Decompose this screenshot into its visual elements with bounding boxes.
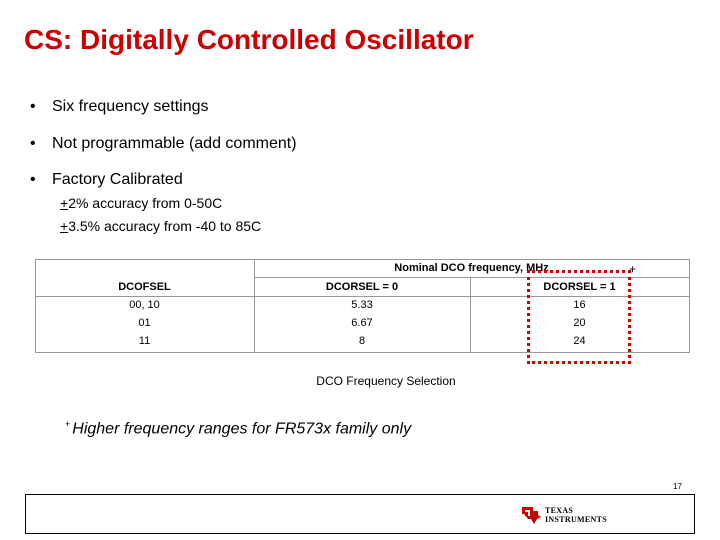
table-cell: 16 — [573, 299, 586, 311]
page-number: 17 — [673, 482, 682, 491]
bullet-dot: • — [30, 135, 36, 152]
table-column-header: DCOFSEL — [118, 281, 171, 293]
plus-minus-sign: + — [60, 218, 69, 234]
table-column-header: DCORSEL = 0 — [325, 281, 399, 293]
bullet-dot: • — [30, 98, 36, 115]
table-rule — [35, 259, 690, 260]
plus-minus-sign: + — [60, 195, 69, 211]
logo-line: TEXAS — [545, 506, 574, 515]
slide-title: CS: Digitally Controlled Oscillator — [24, 24, 474, 55]
sub-bullet-text: 2% accuracy from 0-50C — [68, 195, 223, 211]
footnote-mark: + — [65, 419, 71, 429]
table-cell: 8 — [358, 335, 366, 347]
bullet-text: Six frequency settings — [52, 98, 209, 115]
footnote-text: Higher frequency ranges for FR573x family only — [72, 420, 412, 438]
logo-line: INSTRUMENTS — [545, 515, 607, 524]
sub-bullet — [60, 218, 261, 234]
highlight-plus-mark: + — [629, 262, 637, 276]
table-cell: 00, 10 — [129, 299, 160, 311]
table-cell: 11 — [138, 335, 151, 347]
table-cell: 24 — [573, 335, 586, 347]
table-column-header: DCORSEL = 1 — [543, 281, 616, 293]
table-cell: 20 — [573, 317, 586, 329]
highlight-box — [527, 270, 631, 364]
bullet-item — [30, 135, 297, 153]
bullet-dot: • — [30, 171, 36, 188]
table-group-header: Nominal DCO frequency, MHz — [394, 262, 549, 274]
logo-wordmark — [545, 506, 607, 524]
footnote — [65, 419, 411, 438]
texas-instruments-logo — [520, 505, 607, 525]
sub-bullet — [60, 195, 222, 211]
bullet-item — [30, 171, 183, 189]
texas-instruments-logo-icon — [520, 505, 542, 525]
table-caption: DCO Frequency Selection — [316, 374, 456, 388]
sub-bullet-text: 3.5% accuracy from -40 to 85C — [68, 218, 262, 234]
bullet-text: Not programmable (add comment) — [52, 135, 297, 152]
bullet-item — [30, 98, 209, 116]
table-rule — [689, 259, 690, 352]
bullet-text: Factory Calibrated — [52, 171, 183, 188]
table-cell: 6.67 — [351, 317, 373, 329]
table-cell: 5.33 — [351, 299, 373, 311]
table-cell: 01 — [138, 317, 151, 329]
